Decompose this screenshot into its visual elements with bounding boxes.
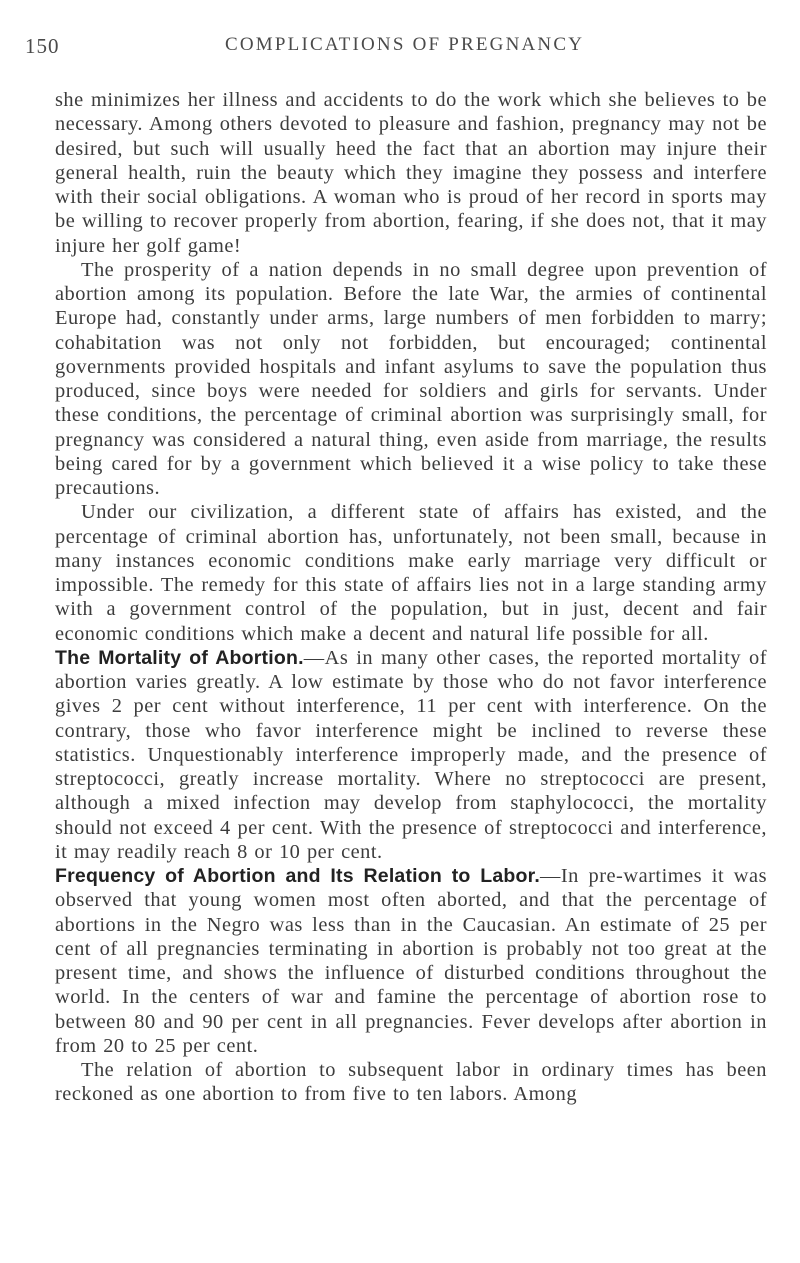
paragraph-civilization [55, 500, 767, 646]
page-number: 150 [25, 34, 60, 58]
paragraph-frequency [55, 864, 767, 1058]
paragraph-relation [55, 1058, 767, 1107]
paragraph-text: Under our civilization, a different state of affairs has existed, and the percentage of criminal abortion has, unfortunately, not been small, because in many instances economic conditions make early marriage very difficult or impossible. The remedy for this state of affairs lies not in a large standing army with a government control of the population, but in just, decent and fair economic conditions which make a decent and natural life possible for all. [55, 501, 767, 645]
paragraph-text: —As in many other cases, the reported mortality of abortion varies greatly. A low estimate by those who do not favor interference gives 2 per cent without interference, 11 per cent with interference. On the contrary, those who favor interference might be inclined to reverse these statistics. Unquestionably interference improperly made, and the presence of streptococci, greatly increase mortality. Where no streptococci are present, although a mixed infection may develop from staphylococci, the mortality should not exceed 4 per cent. With the presence of streptococci and interference, it may readily reach 8 or 10 per cent. [55, 646, 767, 863]
paragraph-continuation [55, 88, 767, 258]
paragraph-mortality [55, 646, 767, 864]
running-head [25, 30, 765, 64]
paragraph-text: —In pre-wartimes it was observed that young women most often aborted, and that the percentage of abortions in the Negro was less than in the Caucasian. An estimate of 25 per cent of all pregnancies terminating in abortion is probably not too great at the present time, and shows the influence of disturbed conditions throughout the world. In the centers of war and famine the percentage of abortion rose to between 80 and 90 per cent in all pregnancies. Fever develops after abortion in from 20 to 25 per cent. [55, 865, 768, 1057]
section-heading-frequency: Frequency of Abortion and Its Relation to Labor. [55, 865, 540, 887]
paragraph-text: The prosperity of a nation depends in no small degree upon prevention of abortion among its population. Before the late War, the armies of continental Europe had, constantly under arms, large numbers of men forbidden to marry; cohabitation was not only not forbidden, but encouraged; continental governments provided hospitals and infant asylums to save the population thus produced, since boys were needed for soldiers and girls for servants. Under these conditions, the percentage of criminal abortion was surprisingly small, for pregnancy was considered a natural thing, even aside from marriage, the results being cared for by a government which believed it a wise policy to take these precautions. [55, 258, 767, 499]
body-text [55, 88, 767, 1107]
paragraph-text: she minimizes her illness and accidents to do the work which she believes to be necessary. Among others devoted to pleasure and fashion, pregnancy may not be desired, but such will usually heed the fact that an abortion may injure their general health, ruin the beauty which they imagine they possess and interfere with their social obligations. A woman who is proud of her record in sports may be willing to recover properly from abortion, fearing, if she does not, that it may injure her golf game! [55, 89, 767, 257]
running-title: COMPLICATIONS OF PREGNANCY [225, 34, 585, 55]
paragraph-text: The relation of abortion to subsequent labor in ordinary times has been reckoned as one abortion to from five to ten labors. Among [55, 1059, 767, 1106]
paragraph-prosperity [55, 258, 767, 501]
section-heading-mortality: The Mortality of Abortion. [55, 646, 304, 669]
